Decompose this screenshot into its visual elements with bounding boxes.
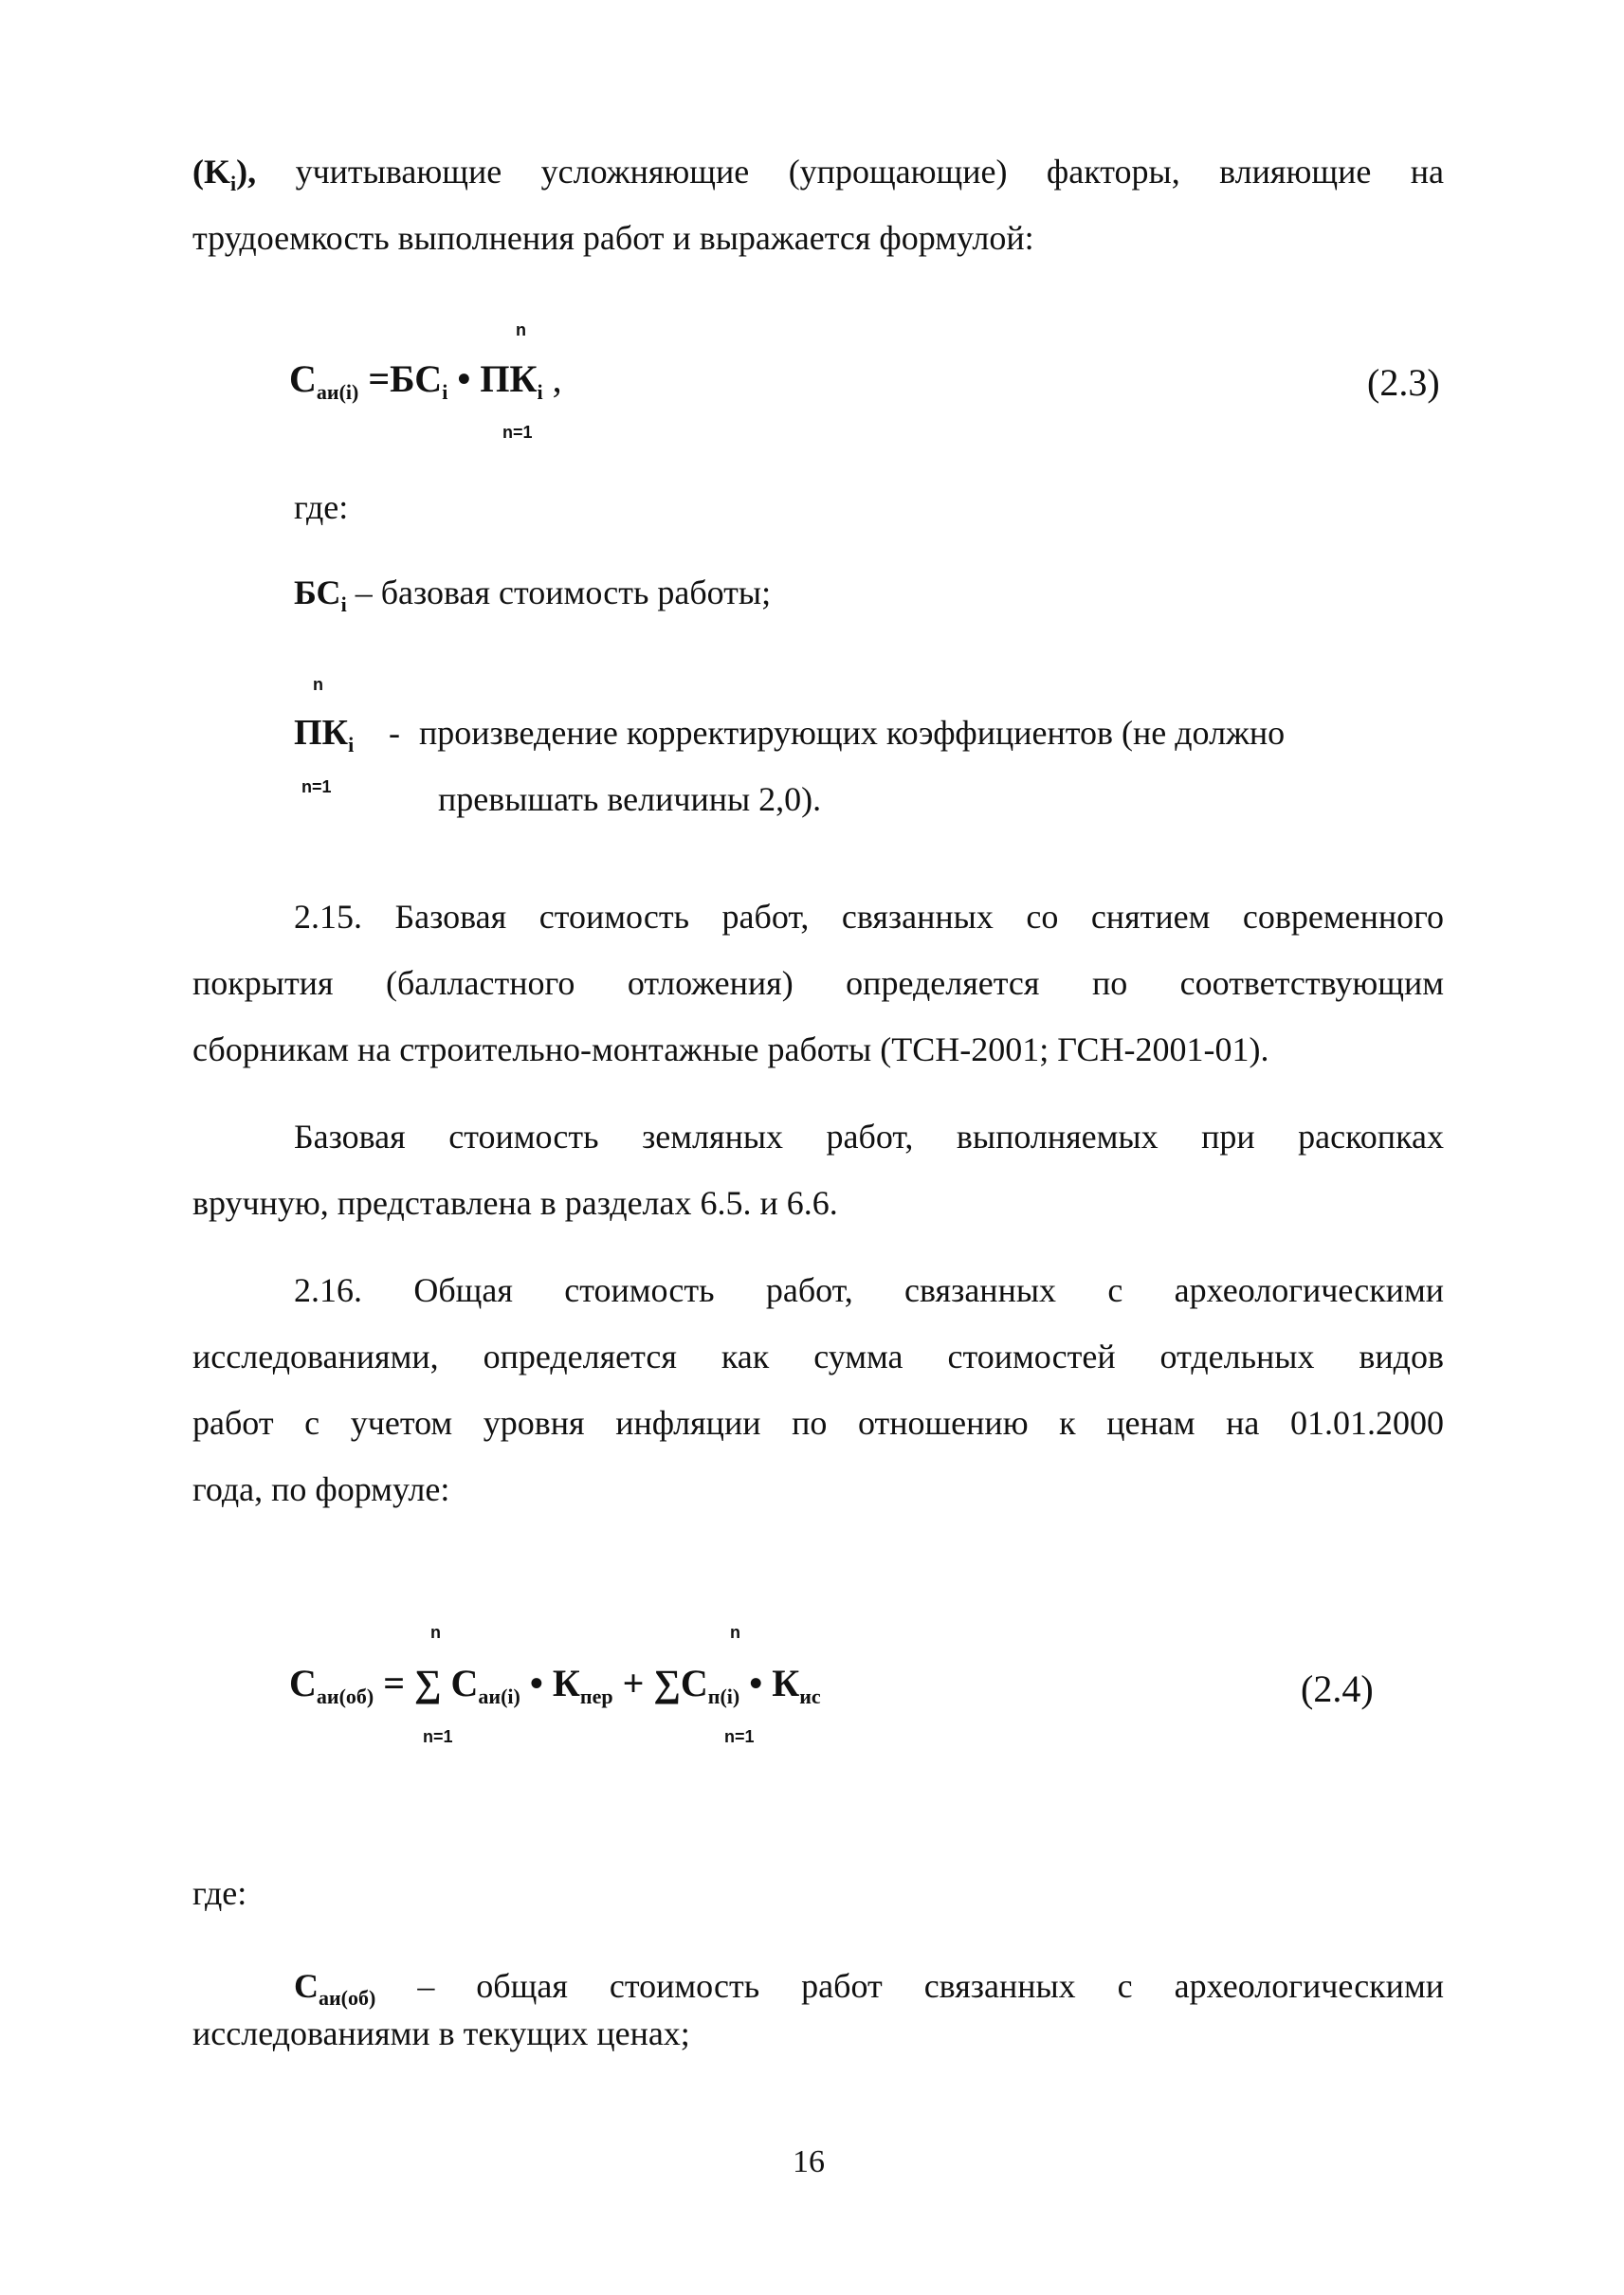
equation-number-2-3: (2.3) xyxy=(1367,361,1440,404)
para-2-15-line-2: покрытия (балластного отложения) определяется по соответствующим xyxy=(192,964,1444,1002)
where-label-2: где: xyxy=(192,1874,247,1912)
formula-2-4-lower-limit-1: n=1 xyxy=(423,1727,453,1746)
pk-term: $ПК_i$ xyxy=(294,713,355,756)
para-2-15-line-3: сборникам на строительно-монтажные работы (ТСН-2001; ГСН-2001-01). xyxy=(192,1030,1269,1068)
pk-text-line-1: произведение корректирующих коэффициентов (не должно xyxy=(419,714,1286,752)
pk-text-line-2: превышать величины 2,0). xyxy=(438,780,822,818)
para-2-16-line-3: работ с учетом уровня инфляции по отношению к ценам на 01.01.2000 xyxy=(192,1404,1444,1442)
formula-2-3-upper-limit: n xyxy=(516,320,526,339)
para-2-16-line-1: 2.16. Общая стоимость работ, связанных с археологическими xyxy=(294,1271,1444,1309)
formula-2-4: $С_{аи(об)}$ = ∑ $С_{аи(i)}$ • $К_{пер} + \sum С_{п(i)}$ • $К_{ис}$ xyxy=(289,1662,821,1708)
equation-number-2-4: (2.4) xyxy=(1301,1667,1374,1710)
para-2-15-line-1: 2.15. Базовая стоимость работ, связанных со снятием современного xyxy=(294,898,1444,936)
formula-2-3: $С_{аи(i)} =БС_i$ • $ПК_i$ , xyxy=(289,357,562,404)
intro-line-2: трудоемкость выполнения работ и выражается формулой: xyxy=(192,219,1034,257)
para-2-16-line-4: года, по формуле: xyxy=(192,1470,450,1508)
where-label-1: где: xyxy=(294,488,349,526)
k-symbol: $(K_i)$, xyxy=(192,153,257,195)
definition-bs: $БС_i$ – базовая стоимость работы; xyxy=(294,574,772,616)
formula-2-4-upper-limit-1: n xyxy=(430,1623,441,1642)
pk-lower-limit: n=1 xyxy=(301,777,332,796)
para-base-line-2: вручную, представлена в разделах 6.5. и 6.6. xyxy=(192,1184,838,1222)
pk-upper-limit: n xyxy=(313,675,323,694)
formula-2-3-lower-limit: n=1 xyxy=(502,423,533,442)
formula-2-4-lower-limit-2: n=1 xyxy=(724,1727,755,1746)
definition-total-line-1: $С_{аи(об)}$ – общая стоимость работ связанных с археологическими xyxy=(294,1967,1444,2010)
page-number: 16 xyxy=(793,2144,825,2179)
formula-2-4-upper-limit-2: n xyxy=(730,1623,740,1642)
pk-dash: - xyxy=(389,714,400,752)
para-base-line-1: Базовая стоимость земляных работ, выполняемых при раскопках xyxy=(294,1118,1444,1156)
intro-line-1: $(K_i)$, учитывающие усложняющие (упрощающие) факторы, влияющие на xyxy=(192,153,1444,195)
para-2-16-line-2: исследованиями, определяется как сумма стоимостей отдельных видов xyxy=(192,1338,1444,1375)
definition-total-line-2: исследованиями в текущих ценах; xyxy=(192,2014,690,2052)
